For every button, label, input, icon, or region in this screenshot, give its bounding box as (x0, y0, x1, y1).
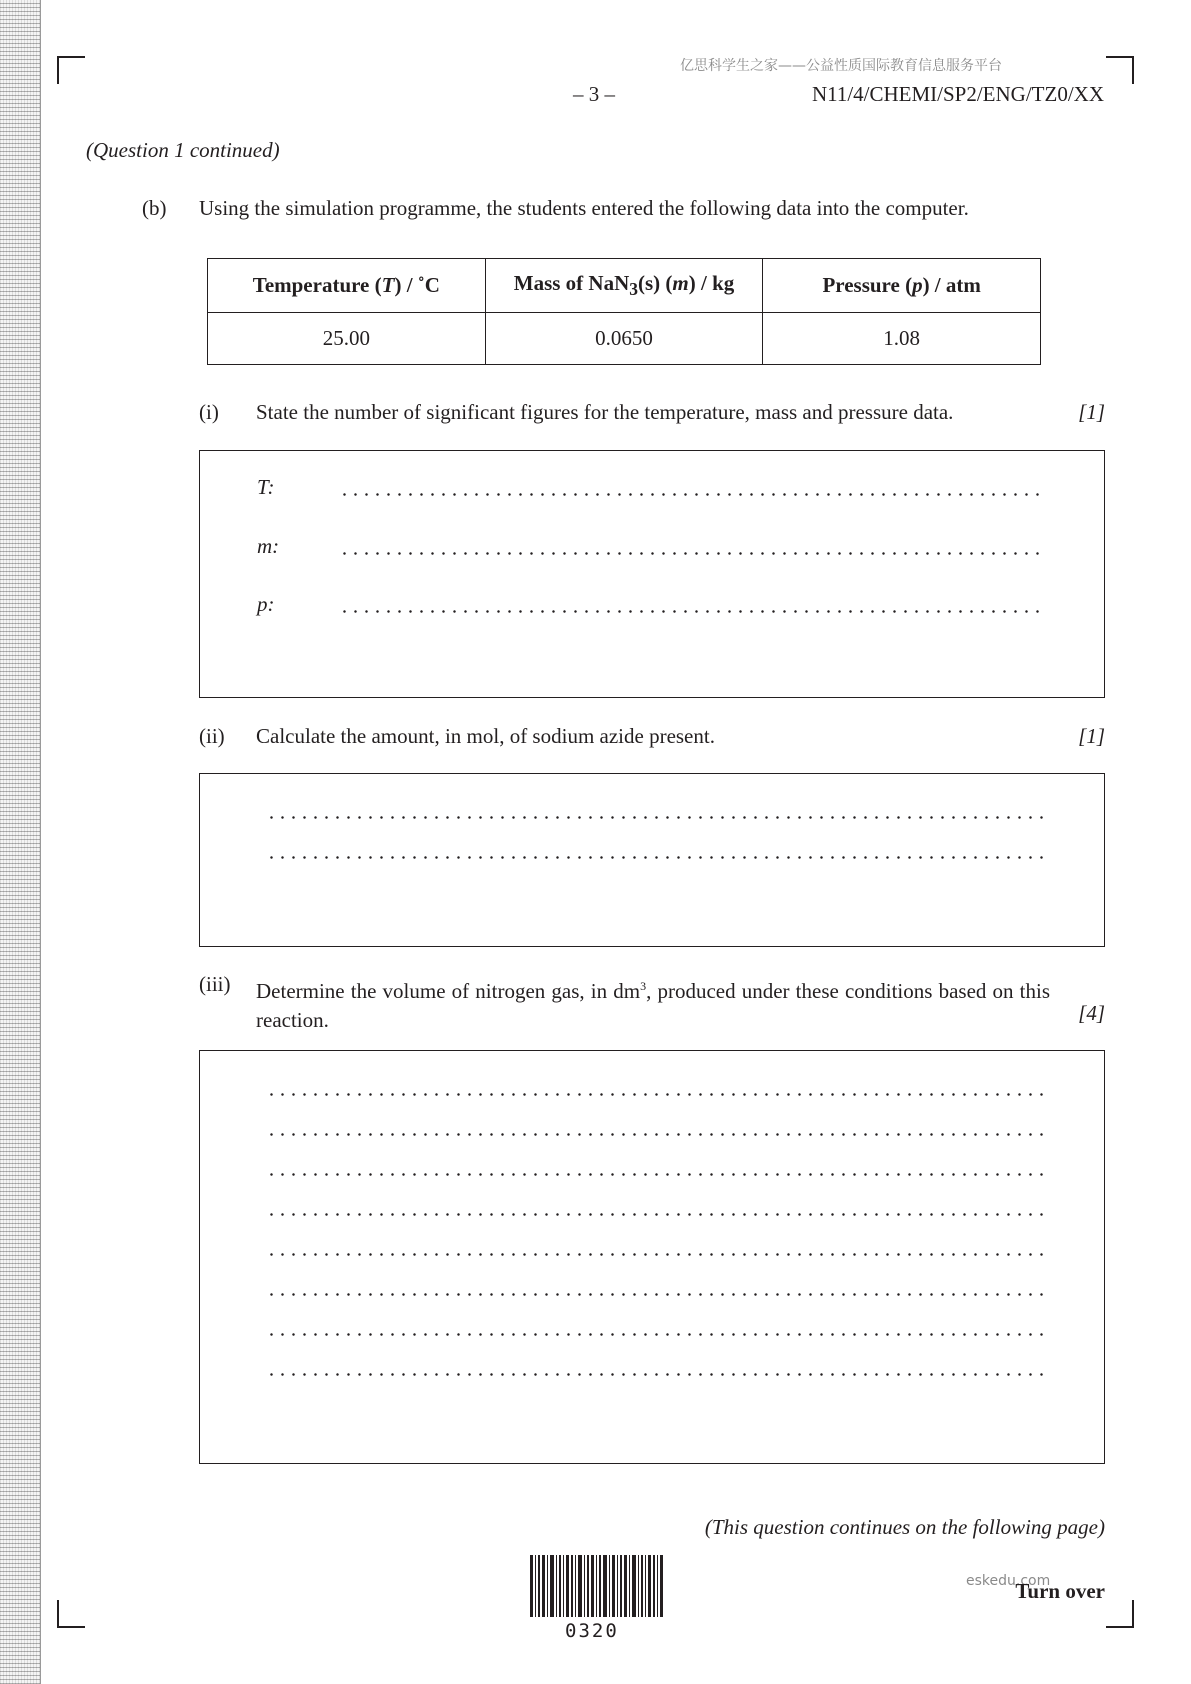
turn-over-label: Turn over (1015, 1579, 1105, 1603)
part-b-intro: Using the simulation programme, the students entered the following data into the computer. (199, 196, 969, 220)
question-iii-marks: [4] (1078, 1001, 1105, 1025)
question-continued-label: (Question 1 continued) (86, 138, 280, 162)
answer-line[interactable] (266, 1133, 1043, 1136)
question-ii-marks: [1] (1078, 724, 1105, 748)
question-i-label: (i) (199, 400, 219, 424)
header-pressure: Pressure (p) / atm (763, 259, 1041, 313)
continues-note: (This question continues on the following page) (704, 1515, 1105, 1539)
crop-mark-bottom-left (57, 1600, 85, 1628)
answer-line[interactable] (266, 1173, 1043, 1176)
crop-mark-top-left (57, 56, 85, 84)
paper-code: N11/4/CHEMI/SP2/ENG/TZ0/XX (811, 82, 1104, 106)
answer-line[interactable] (266, 816, 1043, 819)
answer-label-t: T: (257, 475, 275, 499)
question-iii-label: (iii) (199, 972, 231, 996)
table-row (208, 313, 1041, 365)
answer-line[interactable] (266, 1333, 1043, 1336)
value-pressure: 1.08 (763, 313, 1041, 365)
question-i-marks: [1] (1078, 400, 1105, 424)
barcode-number: 0320 (565, 1620, 619, 1642)
question-ii-label: (ii) (199, 724, 225, 748)
answer-line[interactable] (266, 1093, 1043, 1096)
part-b-label: (b) (142, 196, 167, 220)
left-edge-strip (0, 0, 41, 1684)
answer-box-iii[interactable] (199, 1050, 1105, 1464)
barcode-icon (530, 1555, 664, 1617)
answer-line[interactable] (266, 1373, 1043, 1376)
table-header-row (208, 259, 1041, 313)
answer-line[interactable] (266, 1253, 1043, 1256)
question-ii-text: Calculate the amount, in mol, of sodium azide present. (256, 724, 715, 748)
question-iii-text: Determine the volume of nitrogen gas, in $dm^3$, produced under these conditions based on this reaction. (256, 979, 1050, 1032)
header-temperature: Temperature (T) / ˚C (208, 259, 486, 313)
answer-line[interactable] (339, 552, 1043, 555)
value-temperature: 25.00 (208, 313, 486, 365)
answer-box-ii[interactable] (199, 773, 1105, 947)
crop-mark-top-right (1106, 56, 1134, 84)
question-i-text: State the number of significant figures for the temperature, mass and pressure data. (256, 400, 954, 424)
answer-label-p: p: (257, 592, 275, 616)
data-table (207, 258, 1041, 365)
footer-watermark: eskedu.com (966, 1573, 1051, 1589)
answer-line[interactable] (339, 493, 1043, 496)
crop-mark-bottom-right (1106, 1600, 1134, 1628)
answer-line[interactable] (266, 856, 1043, 859)
answer-label-m: m: (257, 534, 280, 558)
answer-line[interactable] (339, 610, 1043, 613)
answer-box-i[interactable] (199, 450, 1105, 698)
value-mass: 0.0650 (485, 313, 763, 365)
header-watermark: 亿思科学生之家——公益性质国际教育信息服务平台 (680, 58, 1002, 74)
answer-line[interactable] (266, 1293, 1043, 1296)
answer-line[interactable] (266, 1213, 1043, 1216)
header-mass: Mass of NaN$_3$(s) (m) / kg (485, 259, 763, 313)
page-number: – 3 – (573, 82, 615, 106)
